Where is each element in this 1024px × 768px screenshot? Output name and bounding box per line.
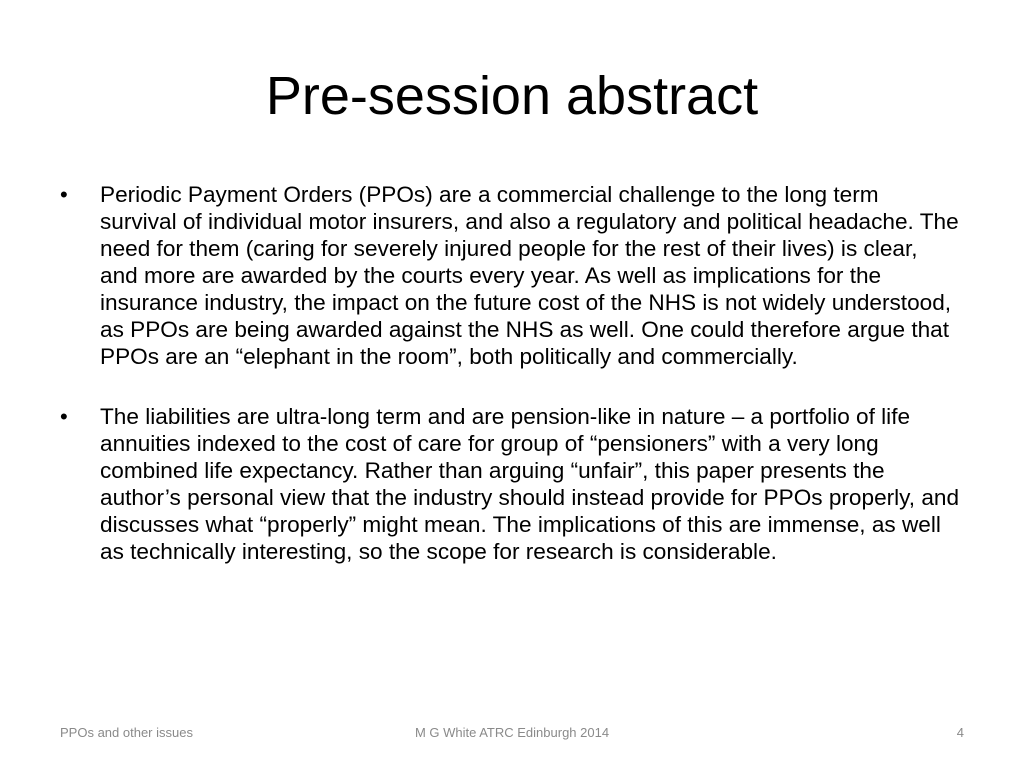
bullet-icon: • bbox=[60, 404, 68, 429]
bullet-item bbox=[60, 403, 960, 565]
footer-left-text: PPOs and other issues bbox=[60, 725, 193, 740]
footer-center-text: M G White ATRC Edinburgh 2014 bbox=[414, 725, 610, 740]
bullet-text: The liabilities are ultra-long term and are pension-like in nature – a portfolio of life annuities indexed to the cost of care for group of “pensioners” with a very long combined life expectancy. Rather than arguing “unfair”, this paper presents the author’s personal view that the industry should instead provide for PPOs properly, and discusses what “properly” might mean. The implications of this are immense, as well as technically interesting, so the scope for research is considerable. bbox=[100, 404, 960, 564]
bullet-item bbox=[60, 181, 960, 370]
slide-title: Pre-session abstract bbox=[265, 66, 759, 126]
bullet-list bbox=[60, 181, 960, 598]
page-number: 4 bbox=[956, 725, 964, 740]
bullet-icon: • bbox=[60, 182, 68, 207]
bullet-text: Periodic Payment Orders (PPOs) are a commercial challenge to the long term survival of individual motor insurers, and also a regulatory and political headache. The need for them (caring for severely injured people for the rest of their lives) is clear, and more are awarded by the courts every year. As well as implications for the insurance industry, the impact on the future cost of the NHS is not widely understood, as PPOs are being awarded against the NHS as well. One could therefore argue that PPOs are an “elephant in the room”, both politically and commercially. bbox=[100, 182, 959, 369]
